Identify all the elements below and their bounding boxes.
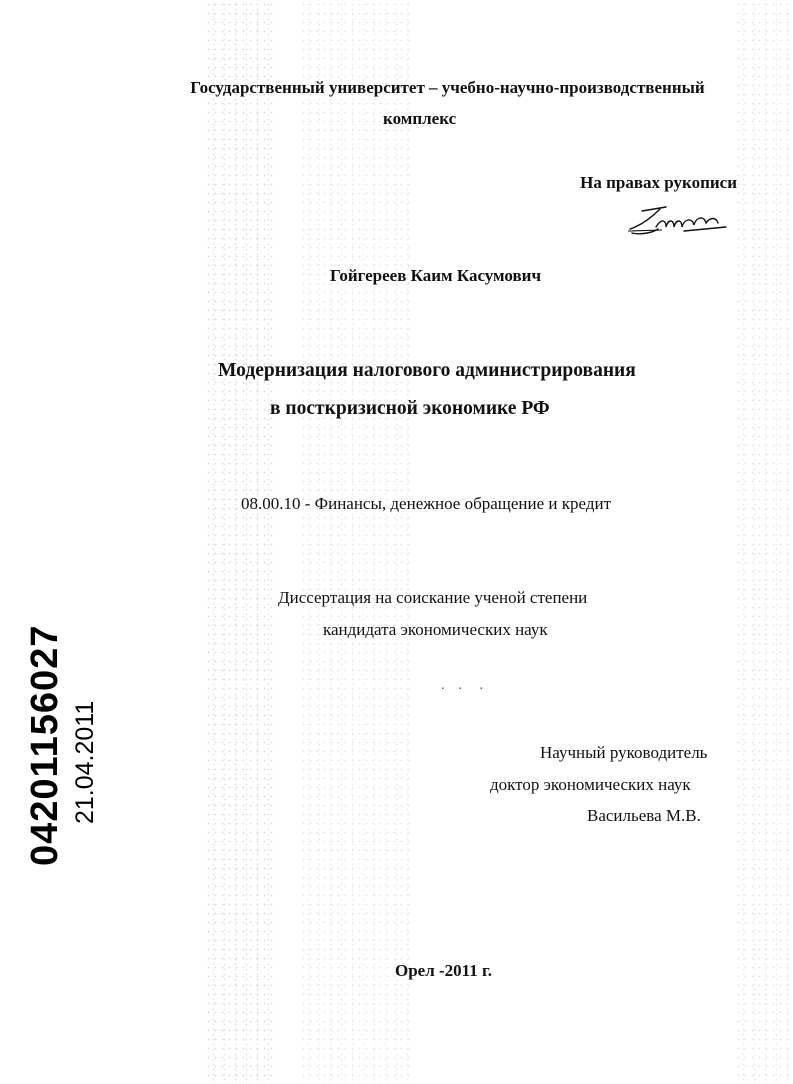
organization-line-2: комплекс xyxy=(383,109,457,128)
stamp-date: 21.04.2011 xyxy=(71,700,99,824)
manuscript-rights-label: На правах рукописи xyxy=(580,173,737,192)
degree-line-1: Диссертация на соискание ученой степени xyxy=(278,588,588,607)
supervisor-degree: доктор экономических наук xyxy=(490,775,691,794)
supervisor-role: Научный руководитель xyxy=(540,743,708,762)
dissertation-title-line-1: Модернизация налогового администрирования xyxy=(218,360,636,381)
stamp-code: 04201156027 xyxy=(24,624,66,866)
library-stamp xyxy=(24,624,99,866)
author-name: Гойгереев Каим Касумович xyxy=(330,266,542,285)
scan-noise xyxy=(205,0,275,1084)
supervisor-name: Васильева М.В. xyxy=(587,806,701,825)
organization-line-1: Государственный университет – учебно-научно-производственный xyxy=(190,78,705,97)
handwritten-signature xyxy=(622,203,732,243)
scan-dots: . . . xyxy=(441,678,483,693)
scan-noise xyxy=(735,0,790,1084)
scan-noise xyxy=(300,0,410,1084)
degree-line-2: кандидата экономических наук xyxy=(323,620,548,639)
specialty-code: 08.00.10 - Финансы, денежное обращение и кредит xyxy=(241,494,612,513)
city-year: Орел -2011 г. xyxy=(395,961,493,980)
dissertation-title-line-2: в посткризисной экономике РФ xyxy=(270,398,550,419)
